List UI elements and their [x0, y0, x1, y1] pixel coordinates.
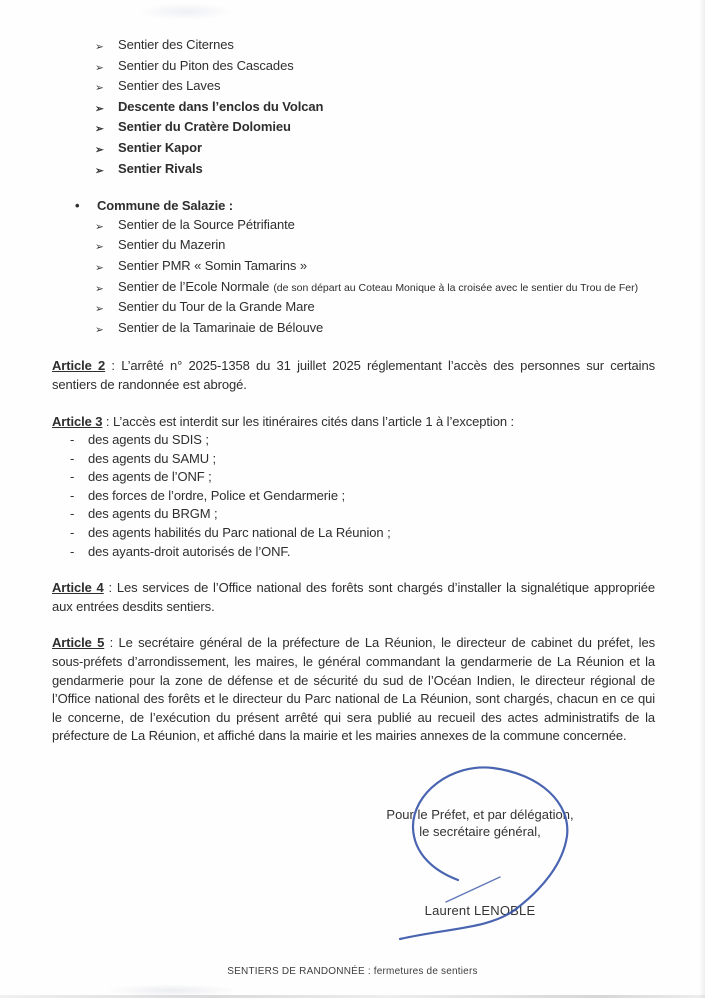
exception-item [70, 450, 655, 469]
trail-label-with-note [118, 278, 655, 298]
exception-label: des ayants-droit autorisés de l’ONF. [88, 543, 291, 559]
arrow-bullet-icon: ➢ [95, 102, 104, 115]
trail-label: Sentier des Citernes [118, 37, 234, 52]
trail-item [95, 257, 655, 278]
arrow-bullet-icon: ➢ [95, 41, 104, 53]
page-footer-title: SENTIERS DE RANDONNÉE : fermetures de sentiers [227, 966, 478, 977]
trail-label: Sentier du Piton des Cascades [118, 57, 294, 73]
trail-label: Sentier Kapor [118, 139, 202, 155]
exception-item [70, 431, 655, 450]
arrow-bullet-icon: ➢ [95, 282, 104, 295]
trail-label: Sentier du Tour de la Grande Mare [118, 299, 315, 315]
signature-ink [340, 758, 620, 968]
exception-item [70, 524, 655, 543]
exception-label: des agents habilités du Parc national de La Réunion ; [88, 525, 391, 541]
trail-item [95, 36, 655, 57]
trail-item [95, 77, 655, 98]
signature-role-line: le secrétaire général, [419, 824, 541, 839]
exception-label: des agents du SDIS ; [88, 432, 209, 448]
dash-bullet-icon: - [70, 469, 75, 485]
signatory-name: Laurent LENOBLE [424, 903, 536, 918]
article-5-body: : Le secrétaire général de la préfecture de La Réunion, le directeur de cabinet du préfet, les sous-préfets d’arrondissement, les maires, le général commandant la gendarmerie de La Réunion et la gendarmerie pour la zone de défense et de sécurité du sud de l’Océan Indien, le directeur régional de l’Office national des forêts et le directeur du Parc national de La Réunion, sont chargés, chacun en ce qui le concerne, de l’exécution du présent arrêté qui sera publié au recueil des actes administratifs de la préfecture de La Réunion, et affiché dans la mairie et les mairies annexes de la commune concernée. [52, 635, 656, 744]
salazie-trail-list [52, 216, 655, 340]
article-2-paragraph [52, 357, 655, 394]
exception-item [70, 543, 655, 562]
trail-label: Sentier PMR « Somin Tamarins » [118, 257, 307, 273]
dash-bullet-icon: - [70, 487, 75, 503]
trail-item [95, 98, 655, 119]
arrow-bullet-icon: ➢ [95, 323, 104, 336]
article-3-body: : L’accès est interdit sur les itinéraires cités dans l’article 1 à l’exception : [102, 413, 515, 429]
article-4-paragraph [52, 579, 655, 616]
article-2-body: : L’arrêté n° 2025-1358 du 31 juillet 2025 réglementant l’accès des personnes sur certains sentiers de randonnée est abrogé. [52, 358, 655, 392]
arrow-bullet-icon: ➢ [95, 123, 104, 136]
exception-item [70, 487, 655, 506]
trail-note: (de son départ au Coteau Monique à la croisée avec le sentier du Trou de Fer) [273, 281, 639, 294]
trail-label: Sentier des Laves [118, 78, 221, 94]
signature-block [340, 758, 620, 968]
document-content [52, 36, 655, 746]
dash-bullet-icon: - [70, 543, 75, 559]
exception-item [70, 468, 655, 487]
dash-bullet-icon: - [70, 432, 75, 448]
trail-item [95, 139, 655, 160]
signature-delegation-line: Pour le Préfet, et par délégation, [386, 807, 574, 822]
scan-edge-right [699, 0, 705, 998]
trail-item [95, 216, 655, 237]
arrow-bullet-icon: ➢ [95, 303, 104, 316]
trail-label: Sentier Rivals [118, 160, 203, 176]
exception-label: des agents du SAMU ; [88, 450, 217, 466]
article-4-body: : Les services de l’Office national des forêts sont chargés d’installer la signalétique appropriée aux entrées desdits sentiers. [52, 580, 656, 614]
exception-item [70, 505, 655, 524]
trail-closure-list [52, 36, 655, 180]
commune-heading [75, 197, 655, 216]
article-2-label: Article 2 [52, 358, 106, 374]
article-3-paragraph [52, 413, 655, 432]
trail-item [95, 118, 655, 139]
arrow-bullet-icon: ➢ [95, 61, 104, 74]
dash-bullet-icon: - [70, 506, 75, 522]
article-5-label: Article 5 [52, 635, 105, 651]
trail-label: Sentier de la Source Pétrifiante [118, 216, 295, 232]
exception-label: des agents de l’ONF ; [88, 469, 212, 485]
trail-item [95, 278, 655, 299]
arrow-bullet-icon: ➢ [95, 241, 104, 254]
trail-item [95, 236, 655, 257]
commune-heading-label: Commune de Salazie : [97, 198, 233, 214]
trail-label: Sentier de l’Ecole Normale [118, 278, 270, 294]
arrow-bullet-icon: ➢ [95, 220, 104, 233]
dash-bullet-icon: - [70, 525, 75, 541]
arrow-bullet-icon: ➢ [95, 82, 104, 95]
article-3-label: Article 3 [52, 413, 103, 429]
trail-item [95, 319, 655, 340]
trail-item [95, 298, 655, 319]
arrow-bullet-icon: ➢ [95, 143, 104, 156]
dash-bullet-icon: - [70, 450, 75, 466]
trail-item [95, 160, 655, 181]
arrow-bullet-icon: ➢ [95, 164, 104, 177]
trail-label: Sentier du Cratère Dolomieu [118, 119, 291, 135]
dot-bullet-icon: • [75, 198, 80, 214]
article-5-paragraph [52, 634, 655, 746]
trail-label: Sentier du Mazerin [118, 237, 226, 253]
arrow-bullet-icon: ➢ [95, 261, 104, 274]
trail-label: Sentier de la Tamarinaie de Bélouve [118, 319, 324, 335]
exception-label: des forces de l’ordre, Police et Gendarmerie ; [88, 487, 345, 503]
article-3-exceptions-list [52, 431, 655, 561]
scan-smudge-top [138, 3, 233, 20]
article-4-label: Article 4 [52, 580, 104, 596]
exception-label: des agents du BRGM ; [88, 506, 218, 522]
trail-label: Descente dans l’enclos du Volcan [118, 98, 324, 114]
trail-item [95, 57, 655, 78]
